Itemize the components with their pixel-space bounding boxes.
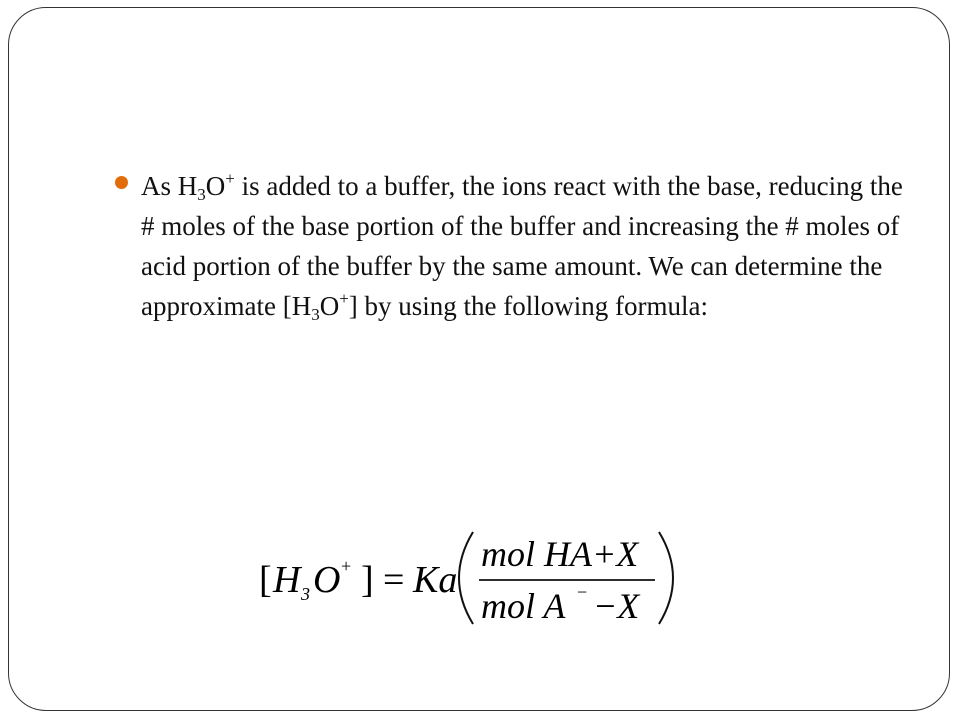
denominator-mol-a: mol A <box>481 586 566 626</box>
denominator-minus-x: −X <box>593 586 640 626</box>
equals-sign: = <box>383 559 405 601</box>
text-run: is added to a buffer, the ions react with the base, reducing the # moles of the base portion of the buffer and increasing the # moles of acid portion of the buffer by the same amount. We can determine the approximate [H <box>141 171 903 321</box>
lhs-close-bracket: ] <box>361 559 374 601</box>
lhs-open-bracket: [ <box>259 559 272 601</box>
superscript: + <box>339 289 349 308</box>
bullet-text <box>141 166 911 326</box>
buffer-formula <box>259 526 689 631</box>
subscript: 3 <box>197 185 206 204</box>
text-run: ] by using the following formula: <box>348 291 708 321</box>
slide-frame <box>8 7 950 711</box>
bullet-item <box>111 166 911 326</box>
left-paren <box>459 532 473 624</box>
text-run: O <box>319 291 340 321</box>
superscript: + <box>225 169 235 188</box>
formula-svg <box>259 526 689 631</box>
lhs-h: H <box>273 559 301 601</box>
lhs-subscript: 3 <box>301 584 310 604</box>
ka-constant: Ka <box>413 559 458 601</box>
text-run: As H <box>141 171 198 201</box>
right-paren <box>659 532 673 624</box>
bullet-dot-icon <box>115 176 128 189</box>
lhs-superscript: + <box>341 556 352 576</box>
subscript: 3 <box>311 305 320 324</box>
denominator-superscript: − <box>577 582 588 602</box>
lhs-o: O <box>313 559 341 601</box>
text-run: O <box>205 171 226 201</box>
numerator: mol HA+X <box>481 534 639 574</box>
